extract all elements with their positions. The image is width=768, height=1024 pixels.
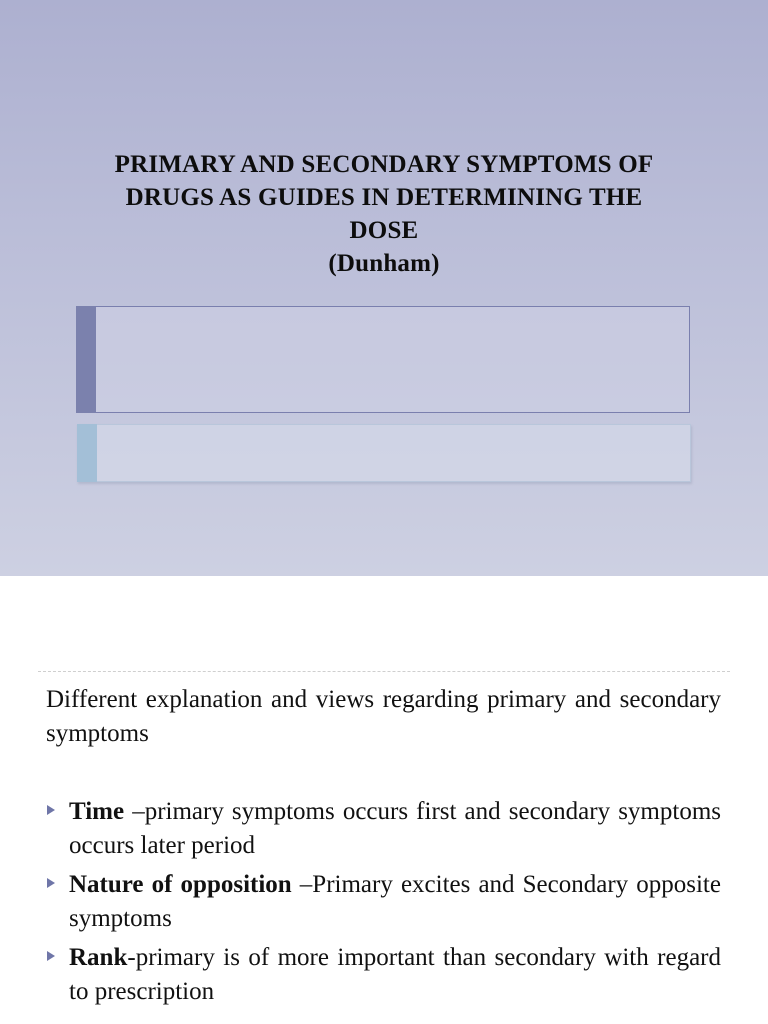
subtitle-placeholder-box — [76, 306, 690, 413]
bullet-item-nature-of-opposition — [46, 868, 721, 936]
slide-title — [40, 148, 728, 280]
title-line-3: DOSE — [349, 217, 419, 244]
secondary-placeholder-box — [77, 424, 691, 482]
bullet-text: -primary is of more important than secondary with regard to prescription — [69, 944, 721, 1005]
slide-divider — [38, 671, 730, 672]
bullet-item-time — [46, 795, 721, 863]
bullet-arrow-icon — [47, 951, 55, 961]
intro-paragraph: Different explanation and views regarding primary and secondary symptoms — [46, 686, 721, 747]
bullet-text: –primary symptoms occurs first and secondary symptoms occurs later period — [69, 798, 721, 859]
bullet-list — [46, 795, 721, 1014]
bullet-term: Rank — [69, 944, 128, 971]
accent-bar — [76, 306, 96, 413]
bullet-text: –Primary excites and Secondary opposite symptoms — [69, 871, 721, 932]
bullet-item-rank — [46, 941, 721, 1009]
accent-bar — [77, 424, 97, 482]
bullet-arrow-icon — [47, 805, 55, 815]
bullet-term: Nature of opposition — [69, 871, 292, 898]
title-line-2: DRUGS AS GUIDES IN DETERMINING THE — [125, 184, 643, 211]
title-author: (Dunham) — [328, 250, 440, 277]
title-line-1: PRIMARY AND SECONDARY SYMPTOMS OF — [114, 151, 654, 178]
bullet-term: Time — [69, 798, 125, 825]
bullet-arrow-icon — [47, 878, 55, 888]
